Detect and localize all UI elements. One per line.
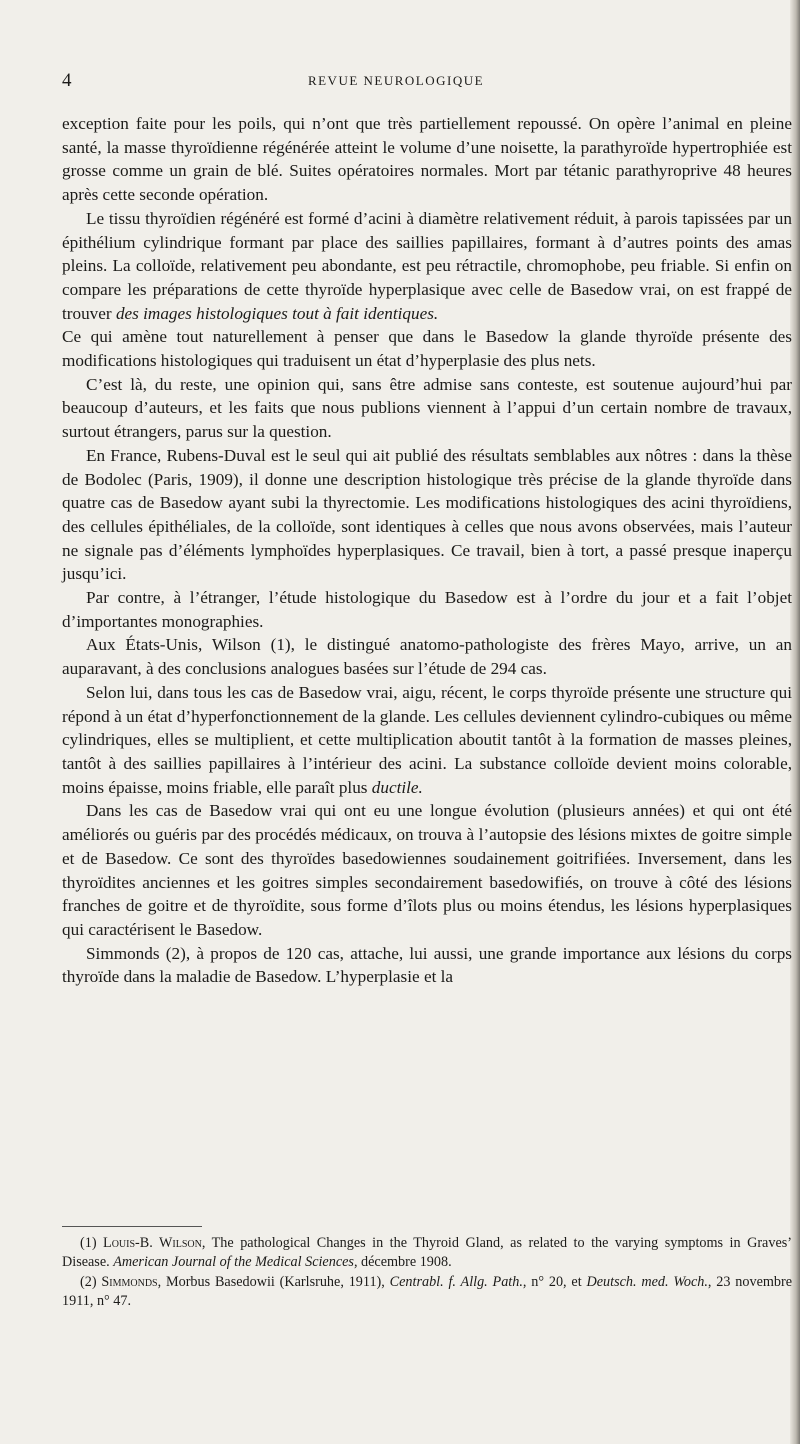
footnote-date: , décembre 1908. bbox=[353, 1253, 452, 1270]
paragraph bbox=[62, 681, 792, 800]
footnote-date: , 23 novembre 1911, n° 47. bbox=[62, 1274, 793, 1309]
running-head: REVUE NEUROLOGIQUE bbox=[307, 73, 485, 88]
footnote-text: , n° 20, et bbox=[522, 1274, 582, 1291]
paragraph-text: Selon lui, dans tous les cas de Basedow vrai, aigu, récent, le corps thyroïde présente une structure qui répond à un état d’hyperfonctionnement de la glande. Les cellules deviennent cylindro-cubiques ou même cylindriques, elles se multiplient, et cette multiplication aboutit tantôt à la formation de masses pleines, tantôt à des saillies papillaires à l’intérieur des acini. La substance colloïde devient moins colorable, moins épaisse, moins friable, elle paraît plus bbox=[62, 682, 792, 797]
emphasis: des images histologiques tout à fait identiques. bbox=[115, 303, 439, 323]
footnote-journal: American Journal of the Medical Sciences bbox=[113, 1253, 354, 1270]
footnote-author: Louis-B. Wilson bbox=[103, 1235, 202, 1251]
page-header bbox=[62, 70, 770, 94]
footnote-2 bbox=[62, 1273, 792, 1310]
page-number: 4 bbox=[62, 70, 72, 91]
footnote-author: Simmonds bbox=[101, 1274, 158, 1291]
paragraph: Ce qui amène tout naturellement à penser que dans le Basedow la glande thyroïde présente des modifications histologiques qui traduisent un état d’hyperplasie des plus nets. bbox=[62, 327, 792, 371]
footnote-title: , The pathological Changes in the Thyroid Gland, as related to the varying symptoms in Graves’ Disease. bbox=[62, 1235, 792, 1270]
paragraph: Dans les cas de Basedow vrai qui ont eu une longue évolution (plusieurs années) et qui ont été améliorés ou guéris par des procédés médicaux, on trouva à l’autopsie des lésions mixtes de goitre simple et de Basedow. Ce sont des thyroïdes basedowiennes soudainement goitrifiées. Inversement, dans les thyroïdites anciennes et les goitres simples secondairement basedowifiés, on trouve à côté des lésions franches de goitre et de thyroïdite, sous forme d’îlots plus ou moins étendus, les lésions hyperplasiques qui caractérisent le Basedow. bbox=[62, 801, 792, 939]
paragraph: C’est là, du reste, une opinion qui, sans être admise sans conteste, est soutenue aujourd’hui par beaucoup d’auteurs, et les faits que nous publions viennent à l’appui d’un certain nombre de travaux, surtout étrangers, parus sur la question. bbox=[62, 374, 792, 442]
paragraph-text: Le tissu thyroïdien régénéré est formé d’acini à diamètre relativement réduit, à parois tapissées par un épithélium cylindrique formant par place des saillies papillaires, formant à d’autres points des amas pleins. La colloïde, relativement peu abondante, est peu rétractile, chromophobe, peu friable. Si enfin on compare les préparations de cette thyroïde hyperplasique avec celle de Basedow vrai, on est frappé de trouver bbox=[62, 208, 792, 323]
paragraph bbox=[62, 207, 792, 326]
footnote-title: , Morbus Basedowii (Karlsruhe, 1911), bbox=[157, 1274, 385, 1291]
body-text bbox=[62, 112, 792, 989]
footnote-journal: Deutsch. med. Woch. bbox=[586, 1274, 708, 1291]
paragraph: exception faite pour les poils, qui n’ont que très partiellement repoussé. On opère l’animal en pleine santé, la masse thyroïdienne régénérée atteint le volume d’une noisette, la parathyroïde hypertrophiée est grosse comme un grain de blé. Suites opératoires normales. Mort par tétanic parathyroprive 48 heures après cette seconde opération. bbox=[62, 114, 792, 205]
footnotes bbox=[62, 1234, 792, 1312]
paragraph: En France, Rubens-Duval est le seul qui ait publié des résultats semblables aux nôtres : dans la thèse de Bodolec (Paris, 1909), il donne une description histologique très précise de la glande thyroïde dans quatre cas de Basedow ayant subi la thyrectomie. Les modifications histologiques des acini thyroïdiens, des cellules épithéliales, de la colloïde, sont identiques à celles que nous avons observées, mais l’auteur ne signale pas d’éléments lymphoïdes hyperplasiques. Ce travail, bien à tort, a passé presque inaperçu jusqu’ici. bbox=[62, 445, 792, 584]
footnote-divider bbox=[62, 1226, 202, 1227]
footnote-number: (1) bbox=[80, 1235, 97, 1251]
emphasis: ductile. bbox=[371, 777, 423, 797]
footnote-number: (2) bbox=[80, 1274, 97, 1291]
paragraph: Aux États-Unis, Wilson (1), le distingué anatomo-pathologiste des frères Mayo, arrive, un an auparavant, à des conclusions analogues basées sur l’étude de 294 cas. bbox=[62, 635, 792, 679]
footnote-journal: Centrabl. f. Allg. Path. bbox=[389, 1274, 523, 1291]
paragraph: Simmonds (2), à propos de 120 cas, attache, lui aussi, une grande importance aux lésions du corps thyroïde dans la maladie de Basedow. L’hyperplasie et la bbox=[62, 943, 792, 987]
footnote-1 bbox=[62, 1234, 792, 1271]
paragraph: Par contre, à l’étranger, l’étude histologique du Basedow est à l’ordre du jour et a fait l’objet d’importantes monographies. bbox=[62, 588, 792, 631]
